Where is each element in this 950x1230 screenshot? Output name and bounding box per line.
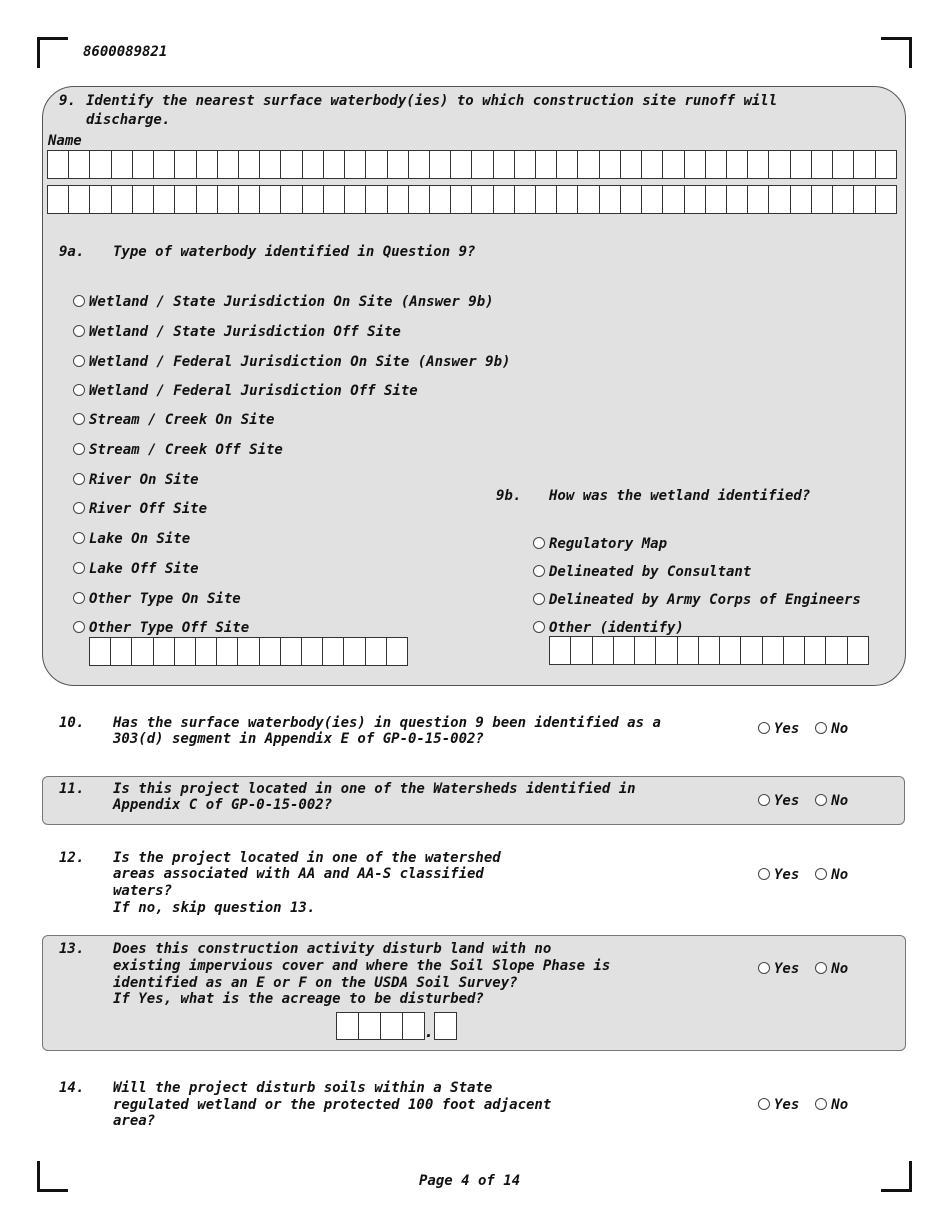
radio-icon[interactable] — [73, 295, 85, 307]
radio-icon[interactable] — [73, 325, 85, 337]
corner-mark-bottom-left-h — [37, 1189, 68, 1192]
radio-icon[interactable] — [73, 384, 85, 396]
radio-no-icon[interactable] — [815, 722, 827, 734]
q9b-option[interactable]: Other (identify) — [533, 620, 684, 636]
q14-answer: Yes No — [758, 1097, 848, 1113]
q10-number: 10. — [59, 715, 85, 731]
other-type-input[interactable] — [89, 637, 408, 666]
q14-line2: regulated wetland or the protected 100 foot adjacent — [113, 1097, 552, 1113]
radio-icon[interactable] — [73, 592, 85, 604]
radio-no-icon[interactable] — [815, 794, 827, 806]
q9a-option[interactable]: River Off Site — [73, 501, 207, 517]
q9a-option[interactable]: Lake Off Site — [73, 561, 199, 577]
radio-yes-icon[interactable] — [758, 962, 770, 974]
q9a-option[interactable]: Wetland / State Jurisdiction On Site (Answer 9b) — [73, 294, 494, 310]
q12-number: 12. — [59, 850, 85, 866]
waterbody-name-input-2[interactable] — [47, 185, 897, 214]
form-id: 8600089821 — [83, 44, 168, 60]
acreage-decimal-point: . — [424, 1022, 434, 1041]
q9-text-line2: discharge. — [86, 112, 171, 128]
q11-line2: Appendix C of GP-0-15-002? — [113, 797, 333, 813]
q9a-text: Type of waterbody identified in Question 9? — [113, 244, 476, 260]
radio-icon[interactable] — [73, 413, 85, 425]
q9a-option[interactable]: Other Type On Site — [73, 591, 241, 607]
corner-mark-bottom-left-v — [37, 1161, 40, 1192]
radio-yes-icon[interactable] — [758, 868, 770, 880]
radio-icon[interactable] — [73, 502, 85, 514]
q9b-text: How was the wetland identified? — [549, 488, 811, 504]
acreage-digit[interactable] — [336, 1012, 359, 1040]
corner-mark-top-right-h — [881, 37, 912, 40]
q12-answer: Yes No — [758, 867, 848, 883]
q13-line3: identified as an E or F on the USDA Soil Survey? — [113, 975, 518, 991]
q12-line3: waters? — [113, 883, 173, 899]
corner-mark-top-left-h — [37, 37, 68, 40]
radio-icon[interactable] — [533, 621, 545, 633]
radio-icon[interactable] — [533, 565, 545, 577]
q9a-option[interactable]: Wetland / State Jurisdiction Off Site — [73, 324, 401, 340]
q9-number: 9. — [59, 93, 76, 109]
name-label: Name — [48, 133, 82, 149]
q10-line2: 303(d) segment in Appendix E of GP-0-15-002? — [113, 731, 484, 747]
corner-mark-bottom-right-v — [909, 1161, 912, 1192]
radio-no-icon[interactable] — [815, 962, 827, 974]
q12-line2: areas associated with AA and AA-S classified — [113, 866, 484, 882]
q9a-option[interactable]: Stream / Creek On Site — [73, 412, 274, 428]
q12-line1: Is the project located in one of the watershed — [113, 850, 501, 866]
acreage-digit[interactable] — [380, 1012, 403, 1040]
q11-answer: Yes No — [758, 793, 848, 809]
q12-line4: If no, skip question 13. — [113, 900, 316, 916]
q13-answer: Yes No — [758, 961, 848, 977]
q14-line1: Will the project disturb soils within a State — [113, 1080, 493, 1096]
corner-mark-bottom-right-h — [881, 1189, 912, 1192]
acreage-input[interactable] — [336, 1012, 456, 1040]
q10-line1: Has the surface waterbody(ies) in question 9 been identified as a — [113, 715, 661, 731]
acreage-digit[interactable] — [402, 1012, 425, 1040]
radio-icon[interactable] — [73, 473, 85, 485]
q9b-option[interactable]: Delineated by Army Corps of Engineers — [533, 592, 861, 608]
radio-icon[interactable] — [533, 593, 545, 605]
q9a-option[interactable]: Wetland / Federal Jurisdiction Off Site — [73, 383, 418, 399]
radio-yes-icon[interactable] — [758, 1098, 770, 1110]
acreage-decimal-digit[interactable] — [434, 1012, 457, 1040]
q9a-number: 9a. — [59, 244, 85, 260]
radio-icon[interactable] — [73, 532, 85, 544]
radio-icon[interactable] — [73, 443, 85, 455]
corner-mark-top-left-v — [37, 37, 40, 68]
q11-number: 11. — [59, 781, 85, 797]
radio-yes-icon[interactable] — [758, 794, 770, 806]
q10-answer: Yes No — [758, 721, 848, 737]
q14-line3: area? — [113, 1113, 156, 1129]
q9a-option[interactable]: Wetland / Federal Jurisdiction On Site (Answer 9b) — [73, 354, 510, 370]
q9-text-line1: Identify the nearest surface waterbody(ies) to which construction site runoff will — [86, 93, 778, 109]
page-number: Page 4 of 14 — [419, 1173, 521, 1189]
q9a-option[interactable]: Other Type Off Site — [73, 620, 249, 636]
acreage-digit[interactable] — [358, 1012, 381, 1040]
radio-no-icon[interactable] — [815, 1098, 827, 1110]
q9a-option[interactable]: Stream / Creek Off Site — [73, 442, 283, 458]
q9a-option[interactable]: River On Site — [73, 472, 199, 488]
radio-icon[interactable] — [73, 355, 85, 367]
radio-yes-icon[interactable] — [758, 722, 770, 734]
corner-mark-top-right-v — [909, 37, 912, 68]
q13-line4: If Yes, what is the acreage to be disturbed? — [113, 991, 484, 1007]
q9b-number: 9b. — [496, 488, 522, 504]
q13-line2: existing impervious cover and where the Soil Slope Phase is — [113, 958, 611, 974]
q11-line1: Is this project located in one of the Watersheds identified in — [113, 781, 636, 797]
q9b-option[interactable]: Regulatory Map — [533, 536, 667, 552]
waterbody-name-input-1[interactable] — [47, 150, 897, 179]
other-identify-input[interactable] — [549, 636, 869, 665]
q13-line1: Does this construction activity disturb land with no — [113, 941, 552, 957]
q13-number: 13. — [59, 941, 85, 957]
q9b-option[interactable]: Delineated by Consultant — [533, 564, 751, 580]
radio-icon[interactable] — [533, 537, 545, 549]
radio-icon[interactable] — [73, 621, 85, 633]
q14-number: 14. — [59, 1080, 85, 1096]
radio-no-icon[interactable] — [815, 868, 827, 880]
radio-icon[interactable] — [73, 562, 85, 574]
q9a-option[interactable]: Lake On Site — [73, 531, 190, 547]
